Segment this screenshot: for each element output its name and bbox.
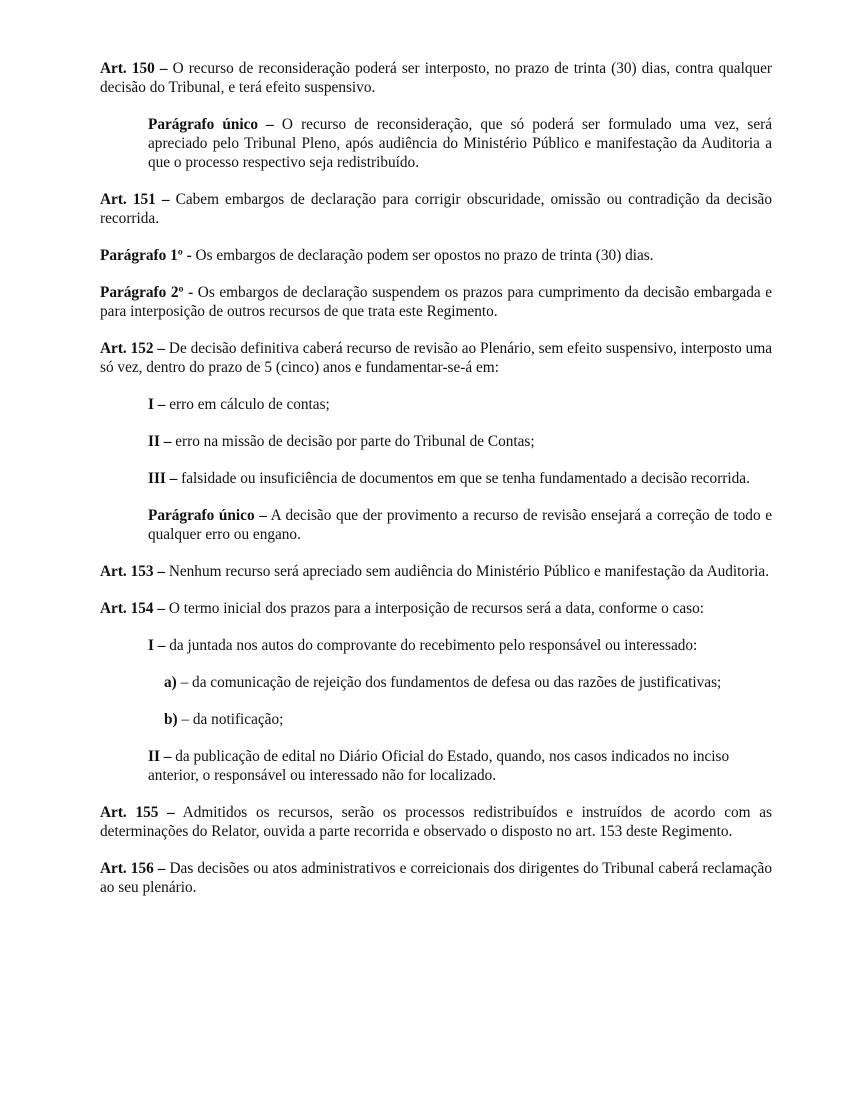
article-label: Art. 150 – [100, 60, 168, 77]
paragraph-1-151 [100, 246, 772, 265]
paragraph-text: O recurso de reconsideração, que só poderá ser formulado uma vez, será apreciado pelo Tribunal Pleno, após audiência do Ministério Público e manifestação da Auditoria a que o processo respectivo seja redistribuído. [148, 116, 772, 171]
article-155 [100, 803, 772, 841]
article-label: Art. 153 – [100, 563, 165, 580]
alinea-a-154 [164, 673, 772, 692]
alinea-text: – da notificação; [177, 711, 284, 728]
paragraph-label: Parágrafo único – [148, 116, 274, 133]
article-text: O termo inicial dos prazos para a interposição de recursos será a data, conforme o caso: [165, 600, 704, 617]
inciso-text: da juntada nos autos do comprovante do recebimento pelo responsável ou interessado: [165, 637, 698, 654]
inciso-label: I – [148, 396, 166, 413]
inciso-ii-154 [148, 747, 772, 785]
article-text: Das decisões ou atos administrativos e correicionais dos dirigentes do Tribunal caberá reclamação ao seu plenário. [100, 860, 772, 896]
paragraph-label: Parágrafo 1º - [100, 247, 192, 264]
inciso-label: II – [148, 433, 172, 450]
paragraph-text: A decisão que der provimento a recurso de revisão ensejará a correção de todo e qualquer erro ou engano. [148, 507, 773, 543]
article-154 [100, 599, 772, 618]
paragraph-unico-152 [148, 506, 772, 544]
inciso-label: II – [148, 748, 172, 765]
article-151 [100, 190, 772, 228]
paragraph-label: Parágrafo 2º - [100, 284, 194, 301]
inciso-i-154 [148, 636, 772, 655]
article-label: Art. 156 – [100, 860, 166, 877]
paragraph-text: Os embargos de declaração suspendem os prazos para cumprimento da decisão embargada e para interposição de outros recursos de que trata este Regimento. [100, 284, 772, 320]
document-page [100, 59, 772, 897]
article-text: Nenhum recurso será apreciado sem audiência do Ministério Público e manifestação da Auditoria. [165, 563, 770, 580]
article-153 [100, 562, 772, 581]
alinea-label: b) [164, 711, 178, 728]
inciso-label: III – [148, 470, 178, 487]
inciso-ii-152 [148, 432, 772, 451]
article-label: Art. 151 – [100, 191, 170, 208]
inciso-text: erro na missão de decisão por parte do Tribunal de Contas; [171, 433, 535, 450]
paragraph-text: Os embargos de declaração podem ser opostos no prazo de trinta (30) dias. [191, 247, 654, 264]
inciso-i-152 [148, 395, 772, 414]
paragraph-2-151 [100, 283, 772, 321]
inciso-text: erro em cálculo de contas; [165, 396, 330, 413]
inciso-iii-152 [148, 469, 772, 488]
inciso-label: I – [148, 637, 166, 654]
article-text: O recurso de reconsideração poderá ser interposto, no prazo de trinta (30) dias, contra qualquer decisão do Tribunal, e terá efeito suspensivo. [100, 60, 773, 96]
article-text: Admitidos os recursos, serão os processos redistribuídos e instruídos de acordo com as determinações do Relator, ouvida a parte recorrida e observado o disposto no art. 153 deste Regimento. [100, 804, 773, 840]
article-label: Art. 152 – [100, 340, 166, 357]
article-label: Art. 154 – [100, 600, 165, 617]
article-152 [100, 339, 772, 377]
alinea-label: a) [164, 674, 177, 691]
article-150 [100, 59, 772, 97]
alinea-b-154 [164, 710, 772, 729]
article-text: De decisão definitiva caberá recurso de revisão ao Plenário, sem efeito suspensivo, interposto uma só vez, dentro do prazo de 5 (cinco) anos e fundamentar-se-á em: [100, 340, 773, 376]
inciso-text: falsidade ou insuficiência de documentos em que se tenha fundamentado a decisão recorrida. [177, 470, 750, 487]
article-156 [100, 859, 772, 897]
paragraph-unico-150 [148, 115, 772, 172]
inciso-text: da publicação de edital no Diário Oficial do Estado, quando, nos casos indicados no inciso anterior, o responsável ou interessado não for localizado. [148, 748, 730, 784]
article-text: Cabem embargos de declaração para corrigir obscuridade, omissão ou contradição da decisão recorrida. [100, 191, 773, 227]
paragraph-label: Parágrafo único – [148, 507, 267, 524]
article-label: Art. 155 – [100, 804, 175, 821]
alinea-text: – da comunicação de rejeição dos fundamentos de defesa ou das razões de justificativas; [176, 674, 722, 691]
